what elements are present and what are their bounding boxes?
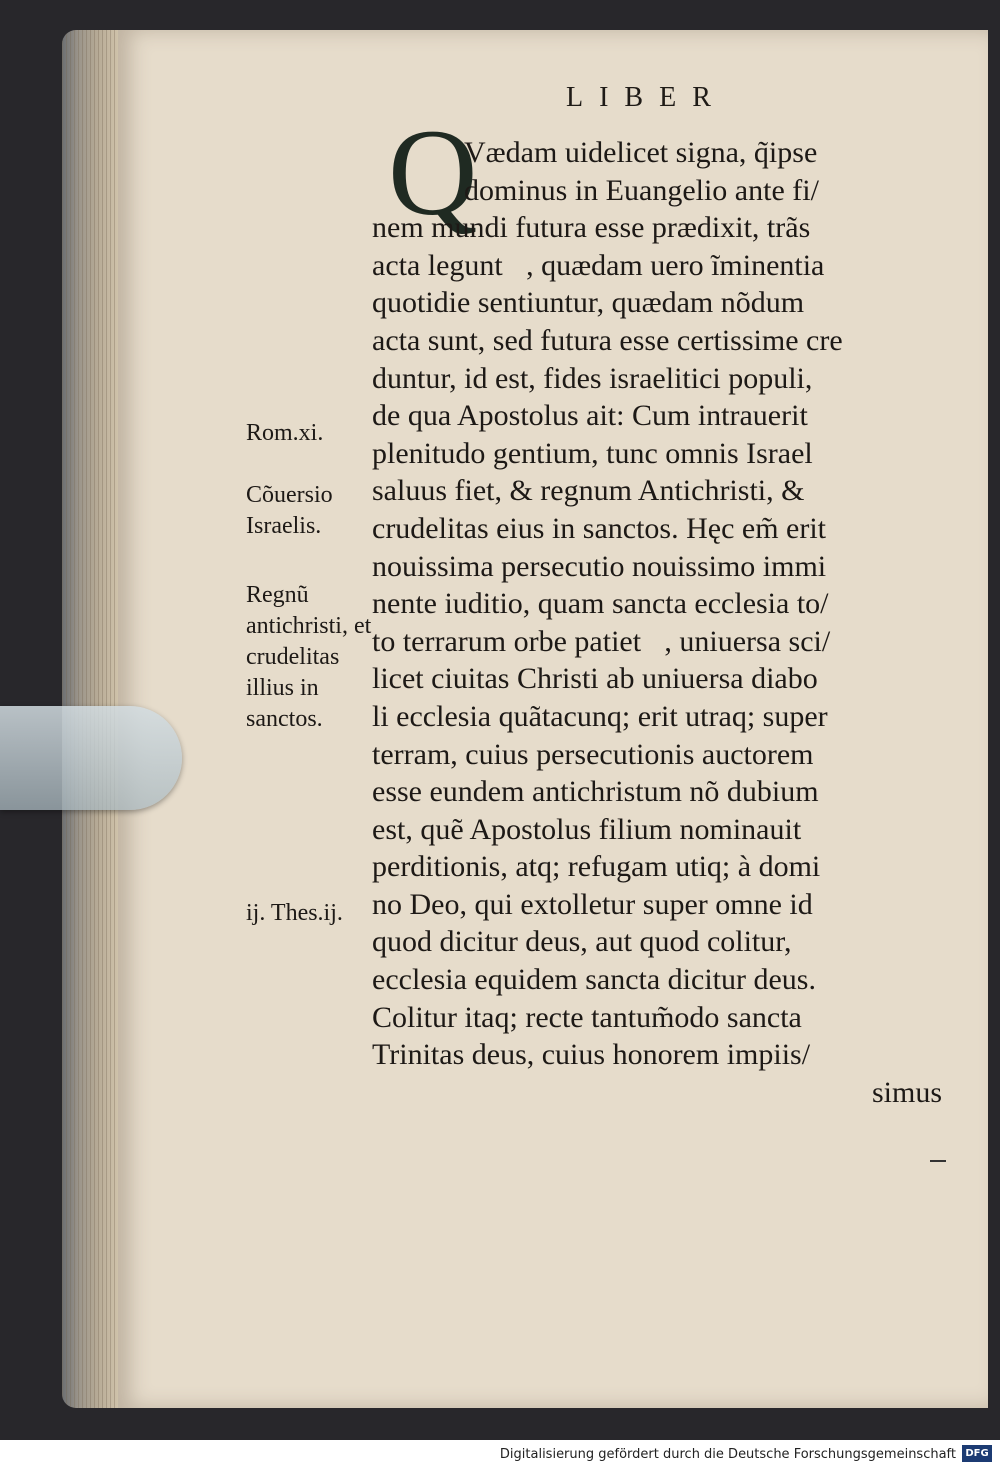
text-line: no Deo, qui extolletur super omne id [372, 887, 813, 921]
text-line: ecclesia equidem sancta dicitur deus. [372, 963, 816, 997]
text-line: nouissima persecutio nouissimo immi [372, 549, 827, 583]
text-line: saluus fiet, & regnum Antichristi, & [372, 474, 805, 508]
running-title: LIBER [566, 82, 727, 113]
text-line: dominus in Euangelio ante fi/ [464, 173, 819, 207]
text-line: plenitudo gentium, tunc omnis Israel [372, 436, 813, 470]
text-line: Trinitas deus, cuius honorem impiis/ [372, 1038, 811, 1072]
footer-bar [0, 1440, 1000, 1468]
text-line: acta sunt, sed futura esse certissime cre [372, 323, 843, 357]
text-line: Vædam uidelicet signa, q̃ipse [464, 136, 818, 169]
catchword-dash [930, 1160, 946, 1162]
text-line: perditionis, atq; refugam utiq; à domi [372, 850, 821, 884]
margin-note: Cõuersio Israelis. [246, 482, 333, 539]
text-line: Colitur itaq; recte tantum̃odo sancta [372, 1000, 802, 1034]
text-line: nente iuditio, quam sancta ecclesia to/ [372, 587, 829, 621]
text-line: esse eundem antichristum nõ dubium [372, 775, 819, 809]
plastic-page-clip [0, 706, 182, 810]
text-line: nem mundi futura esse prædixit, trãs [372, 211, 811, 245]
funding-credit: Digitalisierung gefördert durch die Deutsche Forschungsgemeinschaft [499, 1447, 956, 1462]
text-line: est, quẽ Apostolus filium nominauit [372, 812, 802, 846]
drop-cap-initial: Q [388, 104, 478, 241]
text-line: terram, cuius persecutionis auctorem [372, 737, 814, 771]
text-line: li ecclesia quãtacunq; erit utraq; super [372, 699, 828, 733]
text-line: acta leguntᷓ, quædam uero ĩminentia [372, 248, 825, 282]
dfg-logo-icon: DFG [962, 1445, 992, 1462]
text-line: quod dicitur deus, aut quod colitur, [372, 925, 792, 959]
text-line: licet ciuitas Christi ab uniuersa diabo [372, 662, 818, 696]
margin-note: Rom.xi. [246, 420, 324, 446]
margin-note: ij. Thes.ij. [246, 900, 343, 926]
margin-note: Regnũ antichristi, et crudelitas illius in sanctos. [246, 582, 372, 732]
catchword: simus [871, 1075, 942, 1109]
text-line: to terrarum orbe patietᷓ, uniuersa sci/ [372, 624, 831, 658]
main-text-block [372, 134, 942, 1111]
text-line: quotidie sentiuntur, quædam nõdum [372, 286, 805, 320]
text-line: crudelitas eius in sanctos. Hęc em̃ erit [372, 511, 827, 545]
text-line: duntur, id est, fides israelitici populi, [372, 361, 813, 395]
text-line: de qua Apostolus ait: Cum intrauerit [372, 399, 808, 433]
